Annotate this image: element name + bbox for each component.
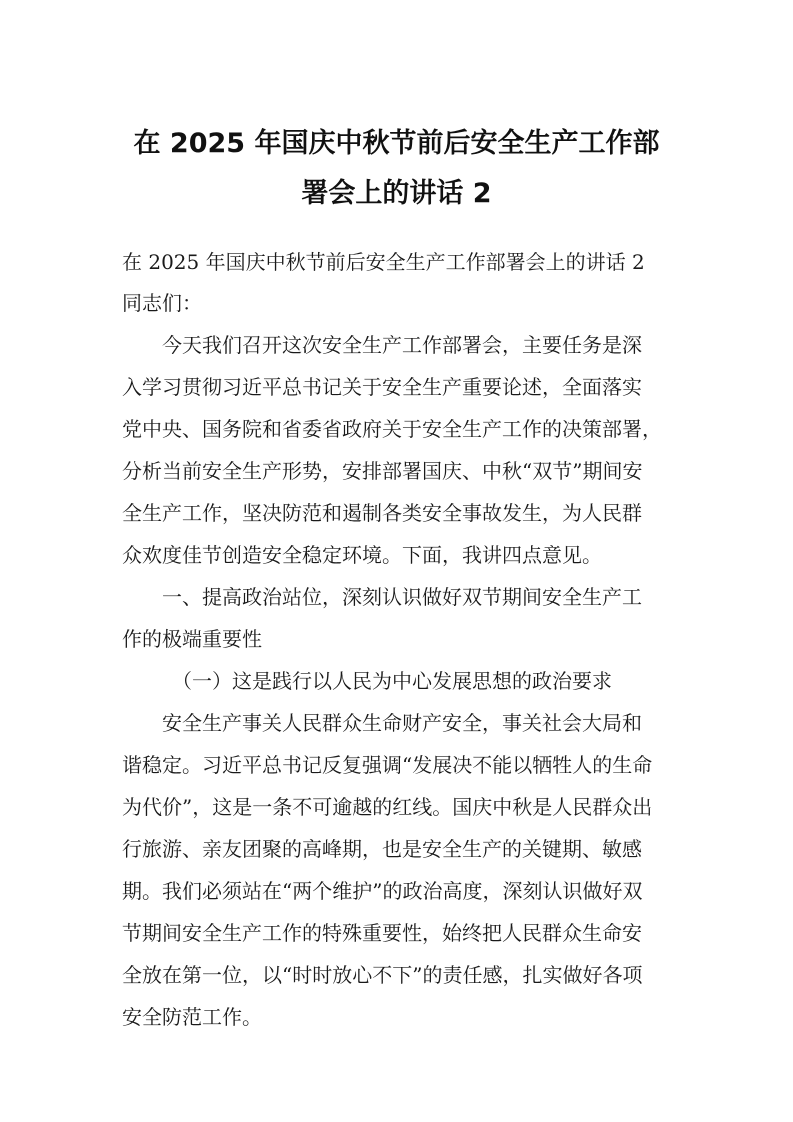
- paragraph-line: 全生产工作，坚决防范和遏制各类安全事故发生，为人民群: [122, 501, 642, 525]
- paragraph-line: 入学习贯彻习近平总书记关于安全生产重要论述，全面落实: [122, 375, 642, 399]
- document-title-line-1: 在 2025 年国庆中秋节前后安全生产工作部: [133, 128, 660, 159]
- paragraph-line: 安全防范工作。: [122, 1005, 262, 1029]
- paragraph-line: 全放在第一位，以“时时放心不下”的责任感，扎实做好各项: [122, 963, 643, 987]
- subsection-heading: （一）这是践行以人民为中心发展思想的政治要求: [172, 669, 612, 693]
- document-title-line-2: 署会上的讲话 2: [301, 178, 492, 209]
- salutation: 同志们：: [122, 291, 202, 315]
- section-heading-line: 作的极端重要性: [122, 627, 262, 651]
- section-heading-line: 一、提高政治站位，深刻认识做好双节期间安全生产工: [162, 585, 642, 609]
- paragraph-line: 行旅游、亲友团聚的高峰期，也是安全生产的关键期、敏感: [122, 837, 642, 861]
- paragraph-line: 众欢度佳节创造安全稳定环境。下面，我讲四点意见。: [122, 543, 602, 567]
- paragraph-line: 节期间安全生产工作的特殊重要性，始终把人民群众生命安: [122, 921, 642, 945]
- paragraph-line: 党中央、国务院和省委省政府关于安全生产工作的决策部署，: [122, 417, 662, 441]
- paragraph-line: 安全生产事关人民群众生命财产安全，事关社会大局和: [162, 711, 642, 735]
- paragraph-line: 为代价”，这是一条不可逾越的红线。国庆中秋是人民群众出: [122, 795, 653, 819]
- paragraph-line: 期。我们必须站在“两个维护”的政治高度，深刻认识做好双: [122, 879, 643, 903]
- paragraph-line: 分析当前安全生产形势，安排部署国庆、中秋“双节”期间安: [122, 459, 643, 483]
- paragraph-line: 今天我们召开这次安全生产工作部署会，主要任务是深: [162, 333, 642, 357]
- paragraph-line: 谐稳定。习近平总书记反复强调“发展决不能以牺牲人的生命: [122, 753, 653, 777]
- subtitle-line: 在 2025 年国庆中秋节前后安全生产工作部署会上的讲话 2: [122, 250, 645, 274]
